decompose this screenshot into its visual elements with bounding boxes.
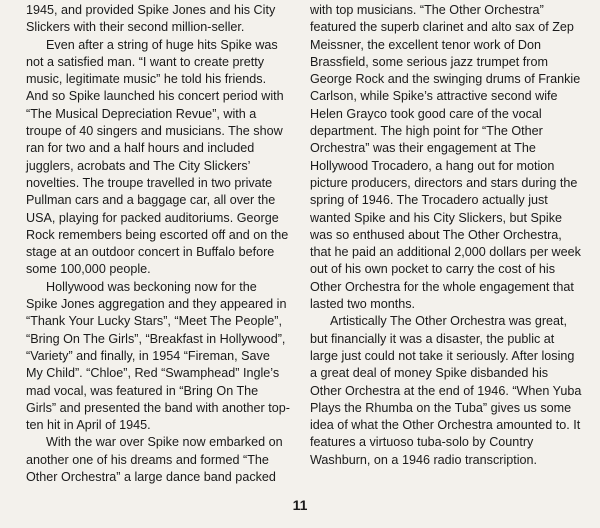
page-number: 11 [292,497,308,513]
paragraph: 1945, and provided Spike Jones and his City Slickers with their second million-seller. [26,3,276,35]
paragraph: Even after a string of huge hits Spike was not a satisfied man. “I want to create pretty music, legitimate music” he told his friends. And so Spike launched his concert period with “The Musical Depreciation Revue”, with a troupe of 40 singers and musicians. The show ran for two and a half hours and included jugglers, acrobats and The City Slickers’ novelties. The troupe travelled in two private Pullman cars and a baggage car, all over the USA, playing for packed auditoriums. George Rock remembers being escorted off and on the stage at an outdoor concert in Buffalo before some 100,000 people. [26,37,289,277]
paragraph: Artistically The Other Orchestra was great, but financially it was a disaster, the public at large just could not take it seriously. After losing a great deal of money Spike disbanded his Other Orchestra at the end of 1946. “When Yuba Plays the Rhumba on the Tuba” gives us some idea of what the Other Orchestra amounted to. It features a virtuoso tuba-solo by Country Washburn, on a 1946 radio transcription. [310,314,582,467]
left-column [26,2,290,486]
paragraph: with top musicians. “The Other Orchestra” featured the superb clarinet and alto sax of Zep Meissner, the excellent tenor work of Don Brassfield, some serious jazz trumpet from George Rock and the swinging drums of Frankie Carlson, while Spike’s attractive second wife Helen Grayco took good care of the vocal department. The high point for “The Other Orchestra” was their engagement at The Hollywood Trocadero, a hang out for motion picture producers, directors and stars during the spring of 1946. The Trocadero actually just wanted Spike and his City Slickers, but Spike was so enthused about The Other Orchestra, that he paid an additional 2,000 dollars per week out of his own pocket to carry the cost of his Other Orchestra for the whole engagement that lasted two months. [310,3,581,312]
right-column [310,2,582,469]
paragraph: Hollywood was beckoning now for the Spike Jones aggregation and they appeared in “Thank Your Lucky Stars”, “Meet The People”, “Bring On The Girls”, “Breakfast in Hollywood”, “Variety” and finally, in 1954 “Fireman, Save My Child”. “Chloe”, Red “Swamphead” Ingle’s mad vocal, was featured in “Bring On The Girls” and presented the band with another top-ten hit in April of 1945. [26,279,290,433]
paragraph: With the war over Spike now embarked on another one of his dreams and formed “The Other Orchestra” a large dance band packed [26,435,283,485]
